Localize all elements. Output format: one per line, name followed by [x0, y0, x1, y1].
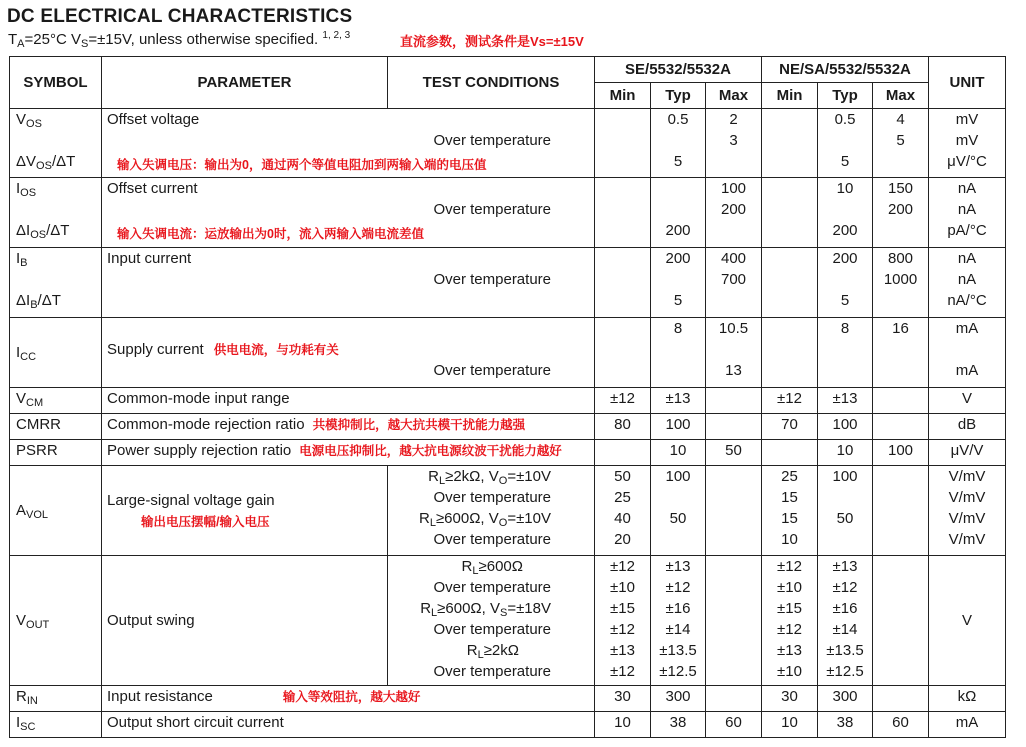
min-cell: [762, 109, 818, 178]
symbol-cell: CMRR: [10, 414, 102, 440]
unit-cell: V: [929, 388, 1006, 414]
unit-cell: mA: [929, 712, 1006, 738]
unit-cell: nA nA nA/°C: [929, 248, 1006, 318]
dc-characteristics-table: [9, 56, 1006, 738]
header-symbol: SYMBOL: [10, 57, 102, 109]
min-cell: [595, 248, 651, 318]
unit-cell: kΩ: [929, 686, 1006, 712]
min-cell: 30: [595, 686, 651, 712]
table-row-icc: [10, 318, 1006, 388]
table-row-isc: [10, 712, 1006, 738]
table-row-vcm: [10, 388, 1006, 414]
max-cell: 800 1000: [873, 248, 929, 318]
max-cell: [873, 466, 929, 556]
header-parameter: PARAMETER: [102, 57, 388, 109]
typ-cell: 0.5 5: [651, 109, 706, 178]
min-cell: 50 25 40 20: [595, 466, 651, 556]
min-cell: 70: [762, 414, 818, 440]
min-cell: [762, 440, 818, 466]
annotation: 输出电压摆幅/输入电压: [141, 514, 270, 529]
min-cell: ±12: [595, 388, 651, 414]
min-cell: ±12: [762, 388, 818, 414]
symbol-cell: $R_{IN}$: [10, 686, 102, 712]
symbol-cell: $V_{OUT}$: [10, 556, 102, 686]
header-min: Min: [762, 83, 818, 109]
min-cell: 10: [595, 712, 651, 738]
annotation: 输入失调电压：输出为0，通过两个等值电阻加到两输入端的电压值: [117, 158, 487, 172]
max-cell: 50: [706, 440, 762, 466]
typ-cell: ±13: [818, 388, 873, 414]
condition-text: Over temperature: [433, 271, 551, 288]
condition-text: Over temperature: [433, 132, 551, 149]
header-ne-group: NE/SA/5532/5532A: [762, 57, 929, 83]
symbol-cell: $V_{OS}$ $\Delta V_{OS}/\Delta T$: [10, 109, 102, 178]
max-cell: 150 200: [873, 178, 929, 248]
annotation: 供电电流，与功耗有关: [213, 343, 339, 357]
annotation: 输入等效阻抗，越大越好: [282, 690, 421, 704]
parameter-cell: Input resistance 输入等效阻抗，越大越好: [102, 686, 595, 712]
unit-cell: nA nA pA/°C: [929, 178, 1006, 248]
typ-cell: 10: [651, 440, 706, 466]
table-row-cmrr: [10, 414, 1006, 440]
unit-cell: V/mV V/mV V/mV V/mV: [929, 466, 1006, 556]
table-row-rin: [10, 686, 1006, 712]
table-row-vos: [10, 109, 1006, 178]
parameter-cell: Common-mode rejection ratio 共模抑制比，越大抗共模干扰能力越强: [102, 414, 595, 440]
min-cell: [762, 248, 818, 318]
typ-cell: 0.5 5: [818, 109, 873, 178]
min-cell: [762, 318, 818, 388]
max-cell: 60: [706, 712, 762, 738]
header-max: Max: [873, 83, 929, 109]
max-cell: [706, 686, 762, 712]
header-max: Max: [706, 83, 762, 109]
min-cell: [595, 440, 651, 466]
parameter-cell: Offset current Over temperature 输入失调电流：运放输出为0时，流入两输入端电流差值: [102, 178, 595, 248]
typ-cell: 10: [818, 440, 873, 466]
symbol-cell: $I_B$ $\Delta I_B/\Delta T$: [10, 248, 102, 318]
max-cell: 60: [873, 712, 929, 738]
condition-cell: $R_L\ge 600\Omega$ Over temperature $R_L\ge 600\Omega$, $V_S=\pm 18V$ Over temperature $R_L\ge 2k\Omega$ Over temperature: [388, 556, 595, 686]
header-min: Min: [595, 83, 651, 109]
table-row-avol: [10, 466, 1006, 556]
typ-cell: ±13 ±12 ±16 ±14 ±13.5 ±12.5: [818, 556, 873, 686]
typ-cell: 100: [651, 414, 706, 440]
annotation: 电源电压抑制比，越大抗电源纹波干扰能力越好: [299, 444, 562, 458]
min-cell: [595, 109, 651, 178]
unit-cell: μV/V: [929, 440, 1006, 466]
typ-cell: 8: [818, 318, 873, 388]
parameter-cell: Common-mode input range: [102, 388, 595, 414]
subtitle-annotation: 直流参数，测试条件是Vs=±15V: [400, 34, 584, 49]
min-cell: 30: [762, 686, 818, 712]
max-cell: 100: [873, 440, 929, 466]
header-typ: Typ: [818, 83, 873, 109]
max-cell: 10.5 13: [706, 318, 762, 388]
header-se-group: SE/5532/5532A: [595, 57, 762, 83]
min-cell: [595, 178, 651, 248]
parameter-cell: Output short circuit current: [102, 712, 595, 738]
min-cell: 80: [595, 414, 651, 440]
header-row-1: [10, 57, 1006, 83]
max-cell: [873, 686, 929, 712]
max-cell: [706, 388, 762, 414]
min-cell: [762, 178, 818, 248]
min-cell: ±12 ±10 ±15 ±12 ±13 ±10: [762, 556, 818, 686]
parameter-cell: Power supply rejection ratio 电源电压抑制比，越大抗电源纹波干扰能力越好: [102, 440, 595, 466]
condition-cell: $R_L\ge 2k\Omega$, $V_O=\pm 10V$ Over temperature $R_L\ge 600\Omega$, $V_O=\pm 10V$ Over temperature: [388, 466, 595, 556]
max-cell: [706, 414, 762, 440]
max-cell: [873, 414, 929, 440]
typ-cell: 10 200: [818, 178, 873, 248]
max-cell: [873, 388, 929, 414]
header-unit: UNIT: [929, 57, 1006, 109]
header-test-conditions: TEST CONDITIONS: [388, 57, 595, 109]
symbol-cell: $A_{VOL}$: [10, 466, 102, 556]
min-cell: 25 15 15 10: [762, 466, 818, 556]
min-cell: 10: [762, 712, 818, 738]
annotation: 输入失调电流：运放输出为0时，流入两输入端电流差值: [117, 227, 424, 241]
typ-cell: 200 5: [651, 248, 706, 318]
parameter-cell: Large-signal voltage gain 输出电压摆幅/输入电压: [102, 466, 388, 556]
typ-cell: 200: [651, 178, 706, 248]
unit-cell: V: [929, 556, 1006, 686]
unit-cell: mV mV μV/°C: [929, 109, 1006, 178]
typ-cell: ±13: [651, 388, 706, 414]
typ-cell: 38: [818, 712, 873, 738]
unit-cell: mA mA: [929, 318, 1006, 388]
typ-cell: 100: [818, 414, 873, 440]
typ-cell: 100 50: [818, 466, 873, 556]
typ-cell: 300: [818, 686, 873, 712]
typ-cell: ±13 ±12 ±16 ±14 ±13.5 ±12.5: [651, 556, 706, 686]
unit-cell: dB: [929, 414, 1006, 440]
condition-text: Over temperature: [433, 201, 551, 218]
max-cell: 16: [873, 318, 929, 388]
max-cell: 2 3: [706, 109, 762, 178]
annotation: 共模抑制比，越大抗共模干扰能力越强: [312, 418, 526, 432]
max-cell: [706, 466, 762, 556]
symbol-cell: $V_{CM}$: [10, 388, 102, 414]
max-cell: 4 5: [873, 109, 929, 178]
min-cell: [595, 318, 651, 388]
table-row-vout: [10, 556, 1006, 686]
typ-cell: 100 50: [651, 466, 706, 556]
table-row-psrr: [10, 440, 1006, 466]
symbol-cell: $I_{SC}$: [10, 712, 102, 738]
condition-text: Over temperature: [433, 362, 551, 379]
max-cell: 100 200: [706, 178, 762, 248]
typ-cell: 200 5: [818, 248, 873, 318]
typ-cell: 38: [651, 712, 706, 738]
symbol-cell: $I_{OS}$ $\Delta I_{OS}/\Delta T$: [10, 178, 102, 248]
symbol-cell: $I_{CC}$: [10, 318, 102, 388]
table-row-ios: [10, 178, 1006, 248]
symbol-cell: PSRR: [10, 440, 102, 466]
parameter-cell: Supply current 供电电流，与功耗有关 Over temperature: [102, 318, 595, 388]
max-cell: [706, 556, 762, 686]
parameter-cell: Output swing: [102, 556, 388, 686]
parameter-cell: Input current Over temperature: [102, 248, 595, 318]
test-conditions-subtitle: $T_A=25^\circ C$ $V_S=\pm 15V$, unless otherwise specified. $^{1, 2, 3}$: [8, 30, 351, 50]
max-cell: [873, 556, 929, 686]
typ-cell: 8: [651, 318, 706, 388]
min-cell: ±12 ±10 ±15 ±12 ±13 ±12: [595, 556, 651, 686]
typ-cell: 300: [651, 686, 706, 712]
parameter-cell: Offset voltage Over temperature 输入失调电压：输出为0，通过两个等值电阻加到两输入端的电压值: [102, 109, 595, 178]
header-typ: Typ: [651, 83, 706, 109]
max-cell: 400 700: [706, 248, 762, 318]
table-row-ib: [10, 248, 1006, 318]
page-title: DC ELECTRICAL CHARACTERISTICS: [7, 6, 353, 27]
